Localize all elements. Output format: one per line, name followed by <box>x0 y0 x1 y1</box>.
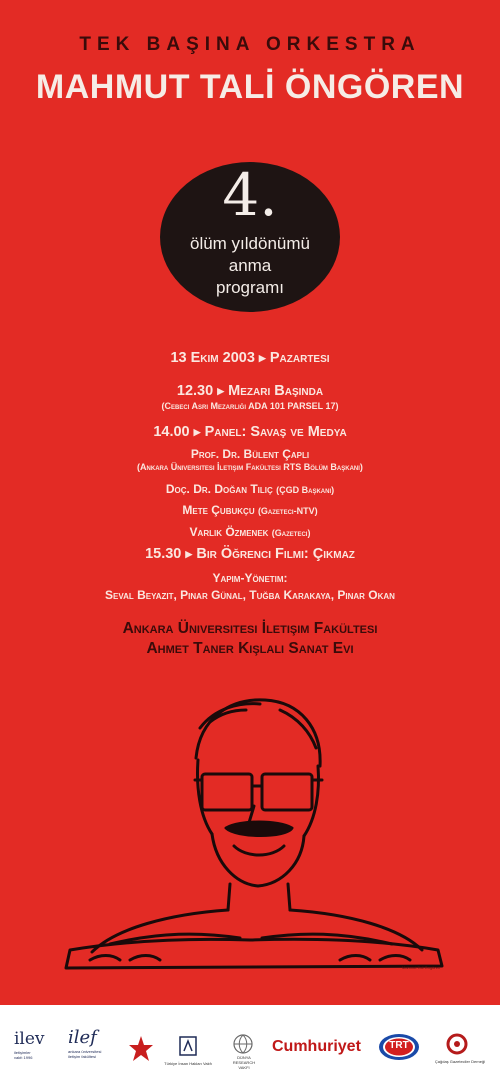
director-label: Yapım-Yönetim: <box>212 571 288 585</box>
ilev-logo-caption: iletişimler vakfı 1996 <box>14 1050 33 1060</box>
globe-emblem-icon <box>230 1033 256 1055</box>
item2-title: Panel: Savaş ve Medya <box>204 424 347 440</box>
speaker-4-row <box>0 525 500 539</box>
item1-time: 12.30 <box>176 383 214 399</box>
venue-line-2: Ahmet Taner Kışlalı Sanat Evi <box>146 640 354 657</box>
item1-title: Mezarı Başında <box>228 383 324 399</box>
badge-line-3: programı <box>215 278 285 297</box>
speaker-1-role: (Ankara Üniversitesi İletişim Fakültesi RTS Bölüm Başkanı) <box>137 462 363 472</box>
item2-time: 14.00 <box>153 424 190 440</box>
item3-title: Bir Öğrenci Filmi: Çıkmaz <box>196 546 355 562</box>
ilef-logo-caption: ankara üniversitesi iletişim fakültesi <box>68 1049 102 1059</box>
ilef-logo: ilef <box>68 1027 97 1048</box>
illustration-credit: Mahmut Tali Öngören <box>402 965 441 970</box>
speaker-2-row <box>0 482 500 496</box>
badge-line-1: ölüm yıldönümü <box>189 234 310 253</box>
speaker-3-role: (Gazeteci-NTV) <box>257 506 318 516</box>
cumhuriyet-logo: Cumhuriyet <box>272 1038 361 1055</box>
speaker-3-row <box>0 503 500 517</box>
journalists-association-caption: Çağdaş Gazeteciler Derneği <box>434 1059 486 1064</box>
venue-line-1: Ankara Üniversitesi İletişim Fakültesi <box>122 620 378 637</box>
trt-logo-text: TRT <box>389 1040 409 1051</box>
item3-time: 15.30 <box>145 546 182 562</box>
arrow-right-icon: ▶ <box>193 427 201 437</box>
honoree-name: MAHMUT TALİ ÖNGÖREN <box>35 68 465 106</box>
anniversary-number: 4. <box>222 161 278 229</box>
speaker-2: Doç. Dr. Doğan Tılıç <box>165 482 273 496</box>
speaker-4: Varlık Özmenek <box>189 525 269 539</box>
program-item-3 <box>0 546 500 562</box>
badge-line-2: anma <box>228 256 272 275</box>
directors: Seval Beyazıt, Pınar Günal, Tuğba Karakaya, Pınar Okan <box>105 588 395 602</box>
program-date: 13 Ekim 2003 <box>170 350 255 366</box>
ilev-logo: ilev <box>14 1029 45 1049</box>
arrow-right-icon: ▶ <box>258 353 266 363</box>
portrait-illustration <box>50 688 450 972</box>
speaker-2-role: (ÇGD Başkanı) <box>276 485 335 495</box>
anniversary-badge <box>160 162 340 312</box>
star-emblem-icon <box>128 1035 154 1063</box>
human-rights-caption: Türkiye İnsan Hakları Vakfı <box>164 1061 212 1066</box>
program-day: Pazartesi <box>269 350 330 366</box>
speaker-4-role: (Gazeteci) <box>271 528 311 538</box>
speaker-1: Prof. Dr. Bülent Çaplı <box>190 447 310 461</box>
arrow-right-icon: ▶ <box>185 549 193 559</box>
series-title: TEK BAŞINA ORKESTRA <box>79 34 421 55</box>
program-item-1 <box>0 383 500 399</box>
program-item-2 <box>0 424 500 440</box>
speaker-3: Mete Çubukçu <box>182 503 255 517</box>
arrow-right-icon: ▶ <box>217 386 225 396</box>
item1-place: (Cebeci Asri Mezarlığı ADA 101 PARSEL 17) <box>161 401 339 411</box>
sponsor-logos-bar <box>0 1005 500 1077</box>
research-foundation-caption: DÜNYA RESEARCH VAKFI <box>232 1055 256 1070</box>
program-date-row <box>0 350 500 366</box>
human-rights-emblem-icon <box>178 1035 198 1057</box>
journalists-association-emblem-icon <box>446 1033 468 1055</box>
